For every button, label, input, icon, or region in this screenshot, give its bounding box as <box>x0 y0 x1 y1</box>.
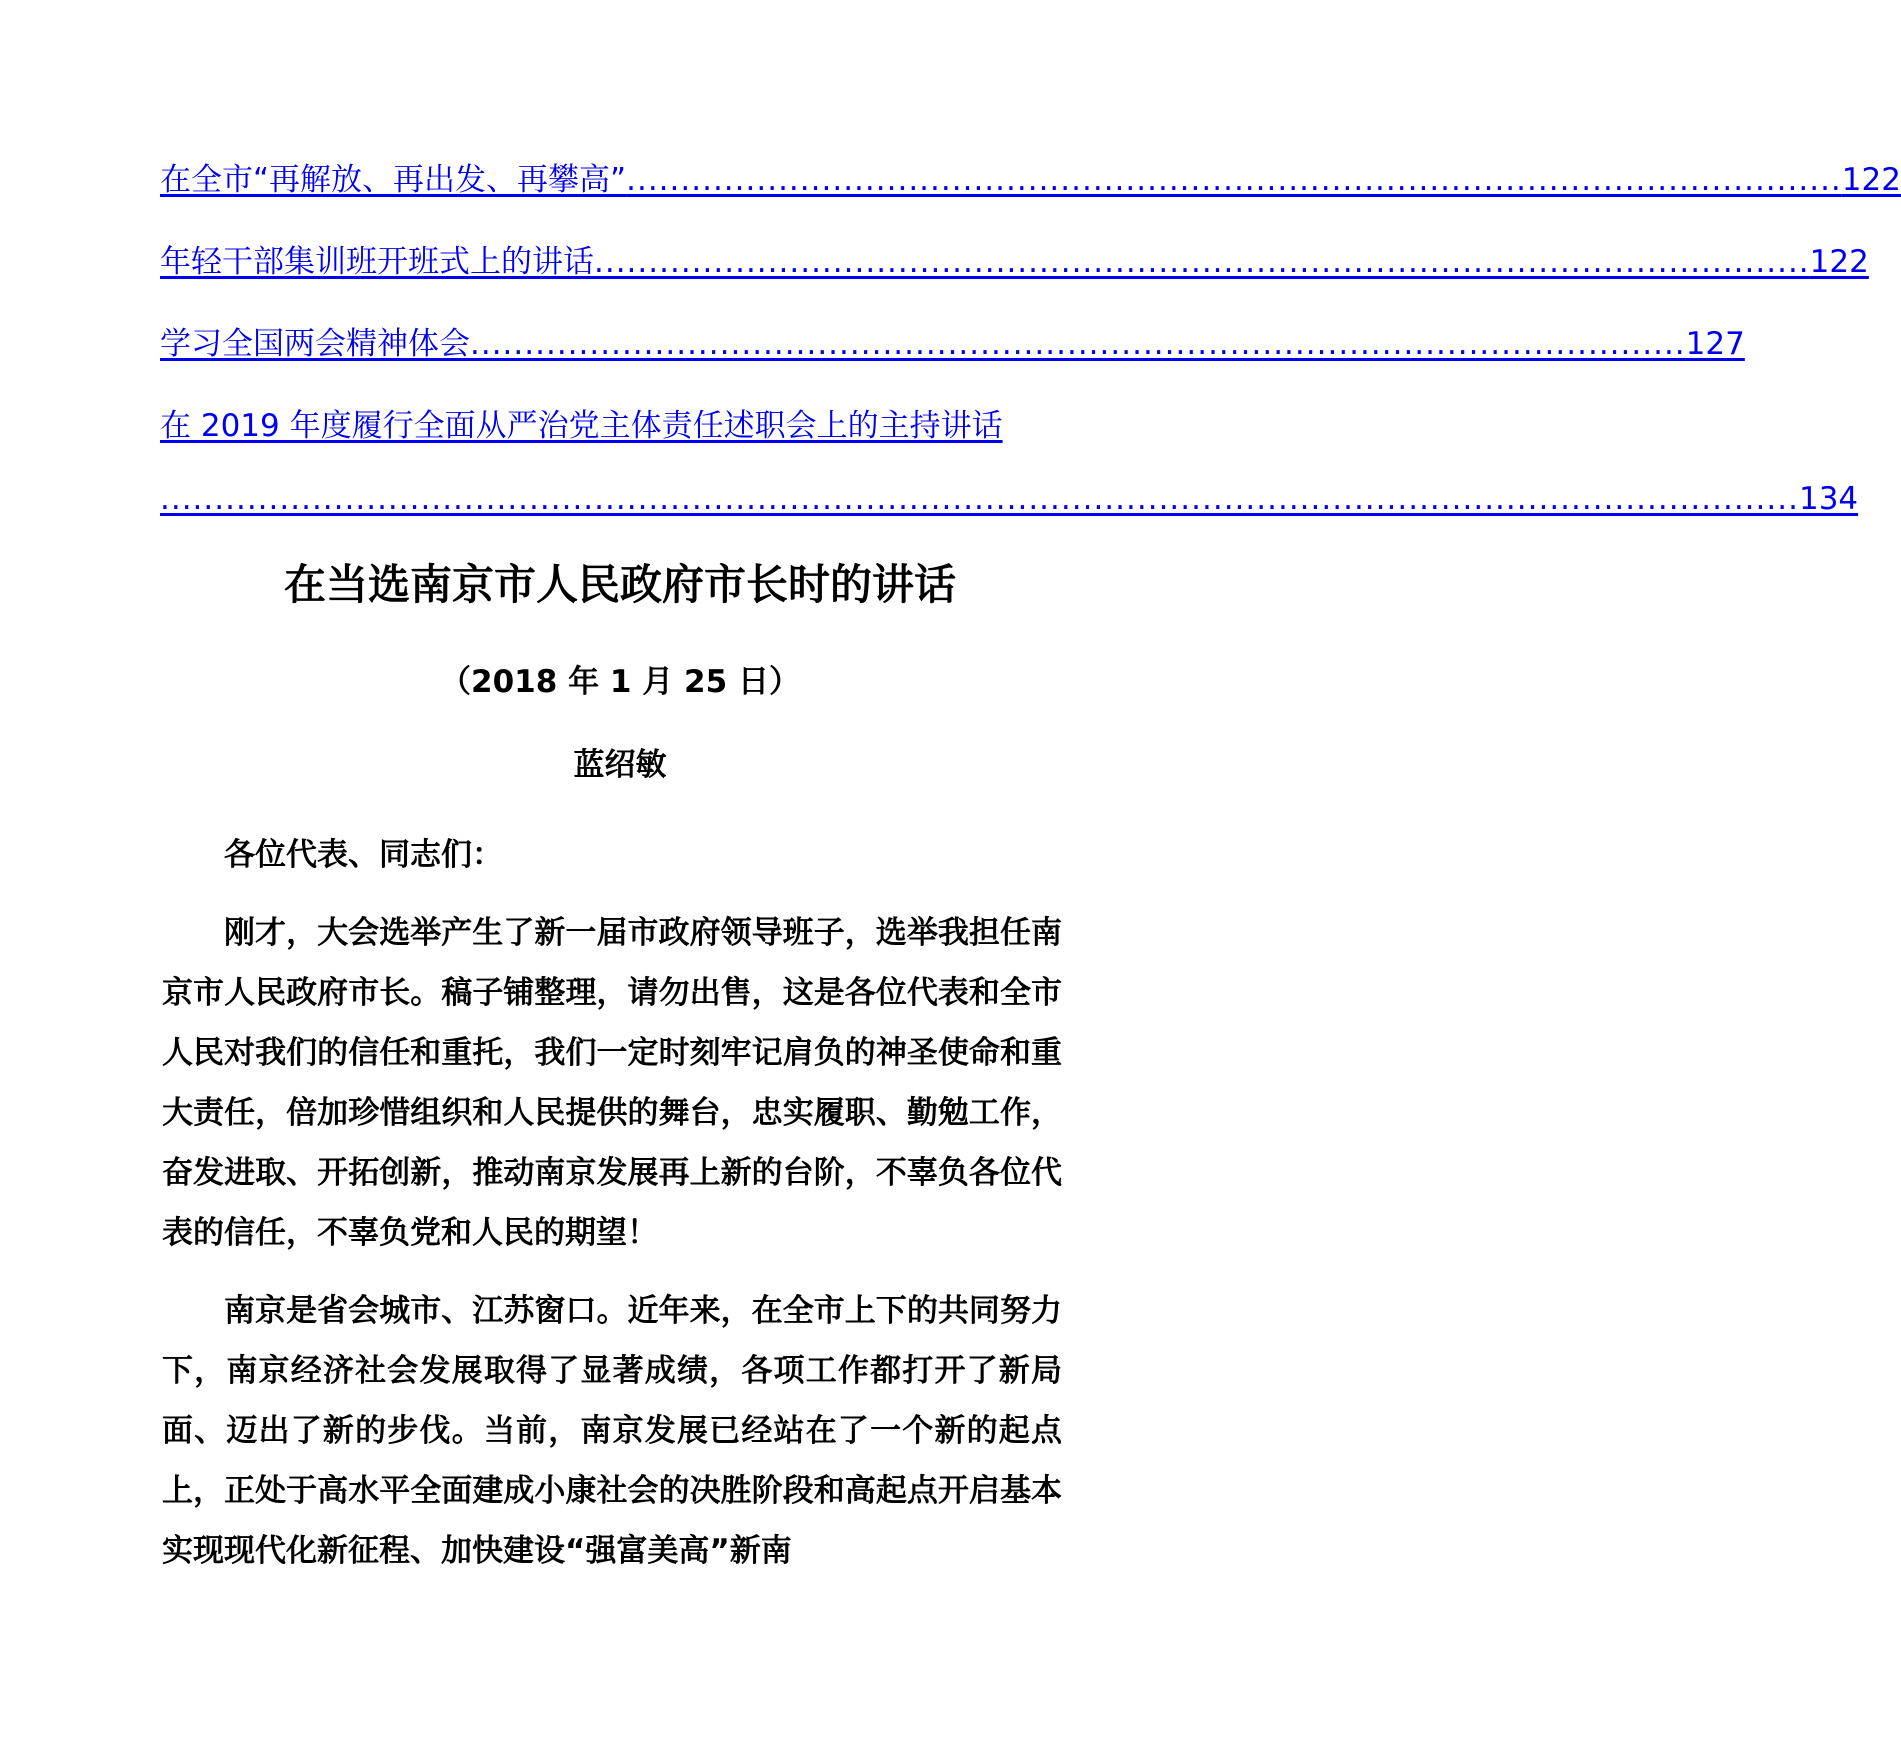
toc-leader-dots: ....................................................................................................................................................... <box>160 481 1799 517</box>
article-date: （2018 年 1 月 25 日） <box>440 664 800 700</box>
table-of-contents <box>160 160 1901 519</box>
article-body <box>162 825 1062 1599</box>
toc-entry-3[interactable] <box>160 324 1745 364</box>
toc-entry-2[interactable] <box>160 242 1869 282</box>
toc-entry-page: 127 <box>1685 326 1745 362</box>
paragraph: 刚才，大会选举产生了新一届市政府领导班子，选举我担任南京市人民政府市长。稿子铺整理，请勿出售，这是各位代表和全市人民对我们的信任和重托，我们一定时刻牢记肩负的神圣使命和重大责任，倍加珍惜组织和人民提供的舞台，忠实履职、勤勉工作，奋发进取、开拓创新，推动南京发展再上新的台阶，不辜负各位代表的信任，不辜负党和人民的期望！ <box>162 915 1062 1251</box>
toc-entry-title: 在全市“再解放、再出发、再攀高” <box>160 162 627 198</box>
toc-entry-page: 134 <box>1798 481 1859 517</box>
greeting: 各位代表、同志们： <box>224 837 503 873</box>
article-author: 蓝绍敏 <box>573 747 667 783</box>
toc-entry-page: 122 <box>1841 162 1901 198</box>
article-title: 在当选南京市人民政府市长时的讲话 <box>283 560 956 609</box>
toc-entry-title: 在 2019 年度履行全面从严治党主体责任述职会上的主持讲话 <box>160 408 1003 444</box>
toc-entry-title: 年轻干部集训班开班式上的讲话 <box>160 244 594 280</box>
toc-entry-page: 122 <box>1809 244 1869 280</box>
toc-entry-4[interactable] <box>160 406 1859 519</box>
toc-entry-1[interactable] <box>160 160 1901 200</box>
toc-leader-dots: ................................................................................................................ <box>470 326 1686 362</box>
toc-leader-dots: ................................................................................................................ <box>594 244 1810 280</box>
toc-leader-dots: ................................................................................................................ <box>626 162 1842 198</box>
paragraph: 南京是省会城市、江苏窗口。近年来，在全市上下的共同努力下，南京经济社会发展取得了显著成绩，各项工作都打开了新局面、迈出了新的步伐。当前，南京发展已经站在了一个新的起点上，正处于高水平全面建成小康社会的决胜阶段和高起点开启基本实现现代化新征程、加快建设“强富美高”新南 <box>162 1293 1062 1569</box>
toc-entry-title: 学习全国两会精神体会 <box>160 326 470 362</box>
